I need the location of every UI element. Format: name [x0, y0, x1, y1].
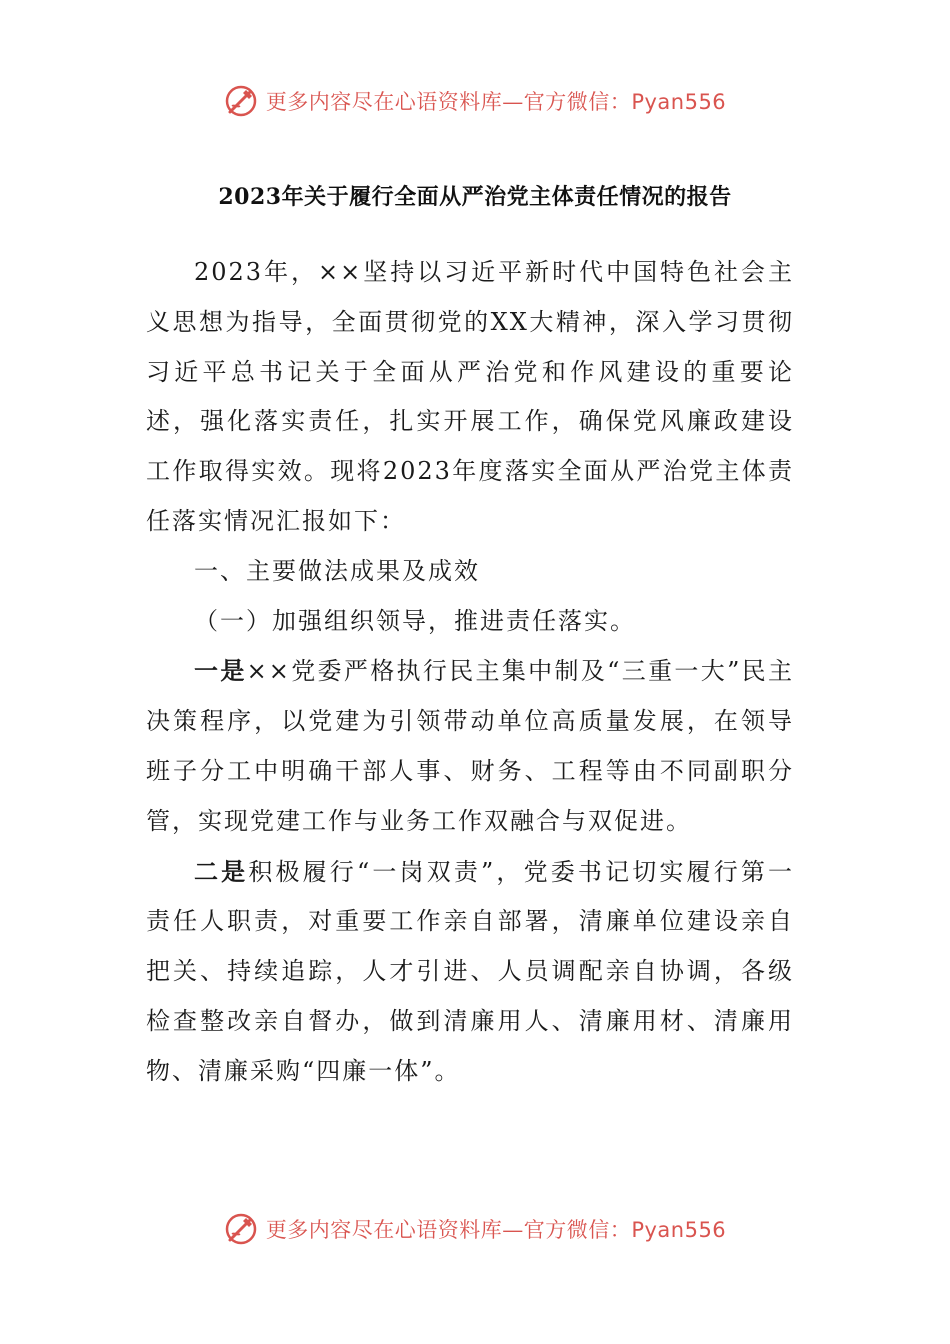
point-paragraph-2 — [146, 847, 794, 1097]
footer-watermark — [0, 1212, 950, 1246]
point-paragraph-1 — [146, 646, 794, 846]
header-watermark — [0, 84, 950, 118]
watermark-text: 更多内容尽在心语资料库—官方微信：Pyan556 — [265, 90, 727, 114]
subsection-heading: （一）加强组织领导，推进责任落实。 — [194, 606, 636, 635]
pen-logo-icon — [224, 1212, 258, 1246]
intro-paragraph: 2023年，××坚持以习近平新时代中国特色社会主义思想为指导，全面贯彻党的XX大精神，深入学习贯彻习近平总书记关于全面从严治党和作风建设的重要论述，强化落实责任，扎实开展工作，确保党风廉政建设工作取得实效。现将2023年度落实全面从严治党主体责任落实情况汇报如下： — [146, 258, 794, 535]
watermark-text: 更多内容尽在心语资料库—官方微信：Pyan556 — [265, 1218, 727, 1242]
section-heading: 一、主要做法成果及成效 — [194, 556, 480, 585]
pen-logo-icon — [224, 84, 258, 118]
document-body — [146, 248, 794, 1097]
point-lead-2: 二是 — [194, 856, 249, 886]
point-text-2: 积极履行“一岗双责”，党委书记切实履行第一责任人职责，对重要工作亲自部署，清廉单位建设亲自把关、持续追踪，人才引进、人员调配亲自协调，各级检查整改亲自督办，做到清廉用人、清廉用材、清廉用物、清廉采购“四廉一体”。 — [146, 857, 795, 1085]
point-lead-1: 一是 — [194, 656, 247, 686]
document-title: 2023年关于履行全面从严治党主体责任情况的报告 — [218, 184, 732, 210]
point-text-1: ××党委严格执行民主集中制及“三重一大”民主决策程序，以党建为引领带动单位高质量发展，在领导班子分工中明确干部人事、财务、工程等由不同副职分管，实现党建工作与业务工作双融合与双促进。 — [146, 657, 795, 835]
